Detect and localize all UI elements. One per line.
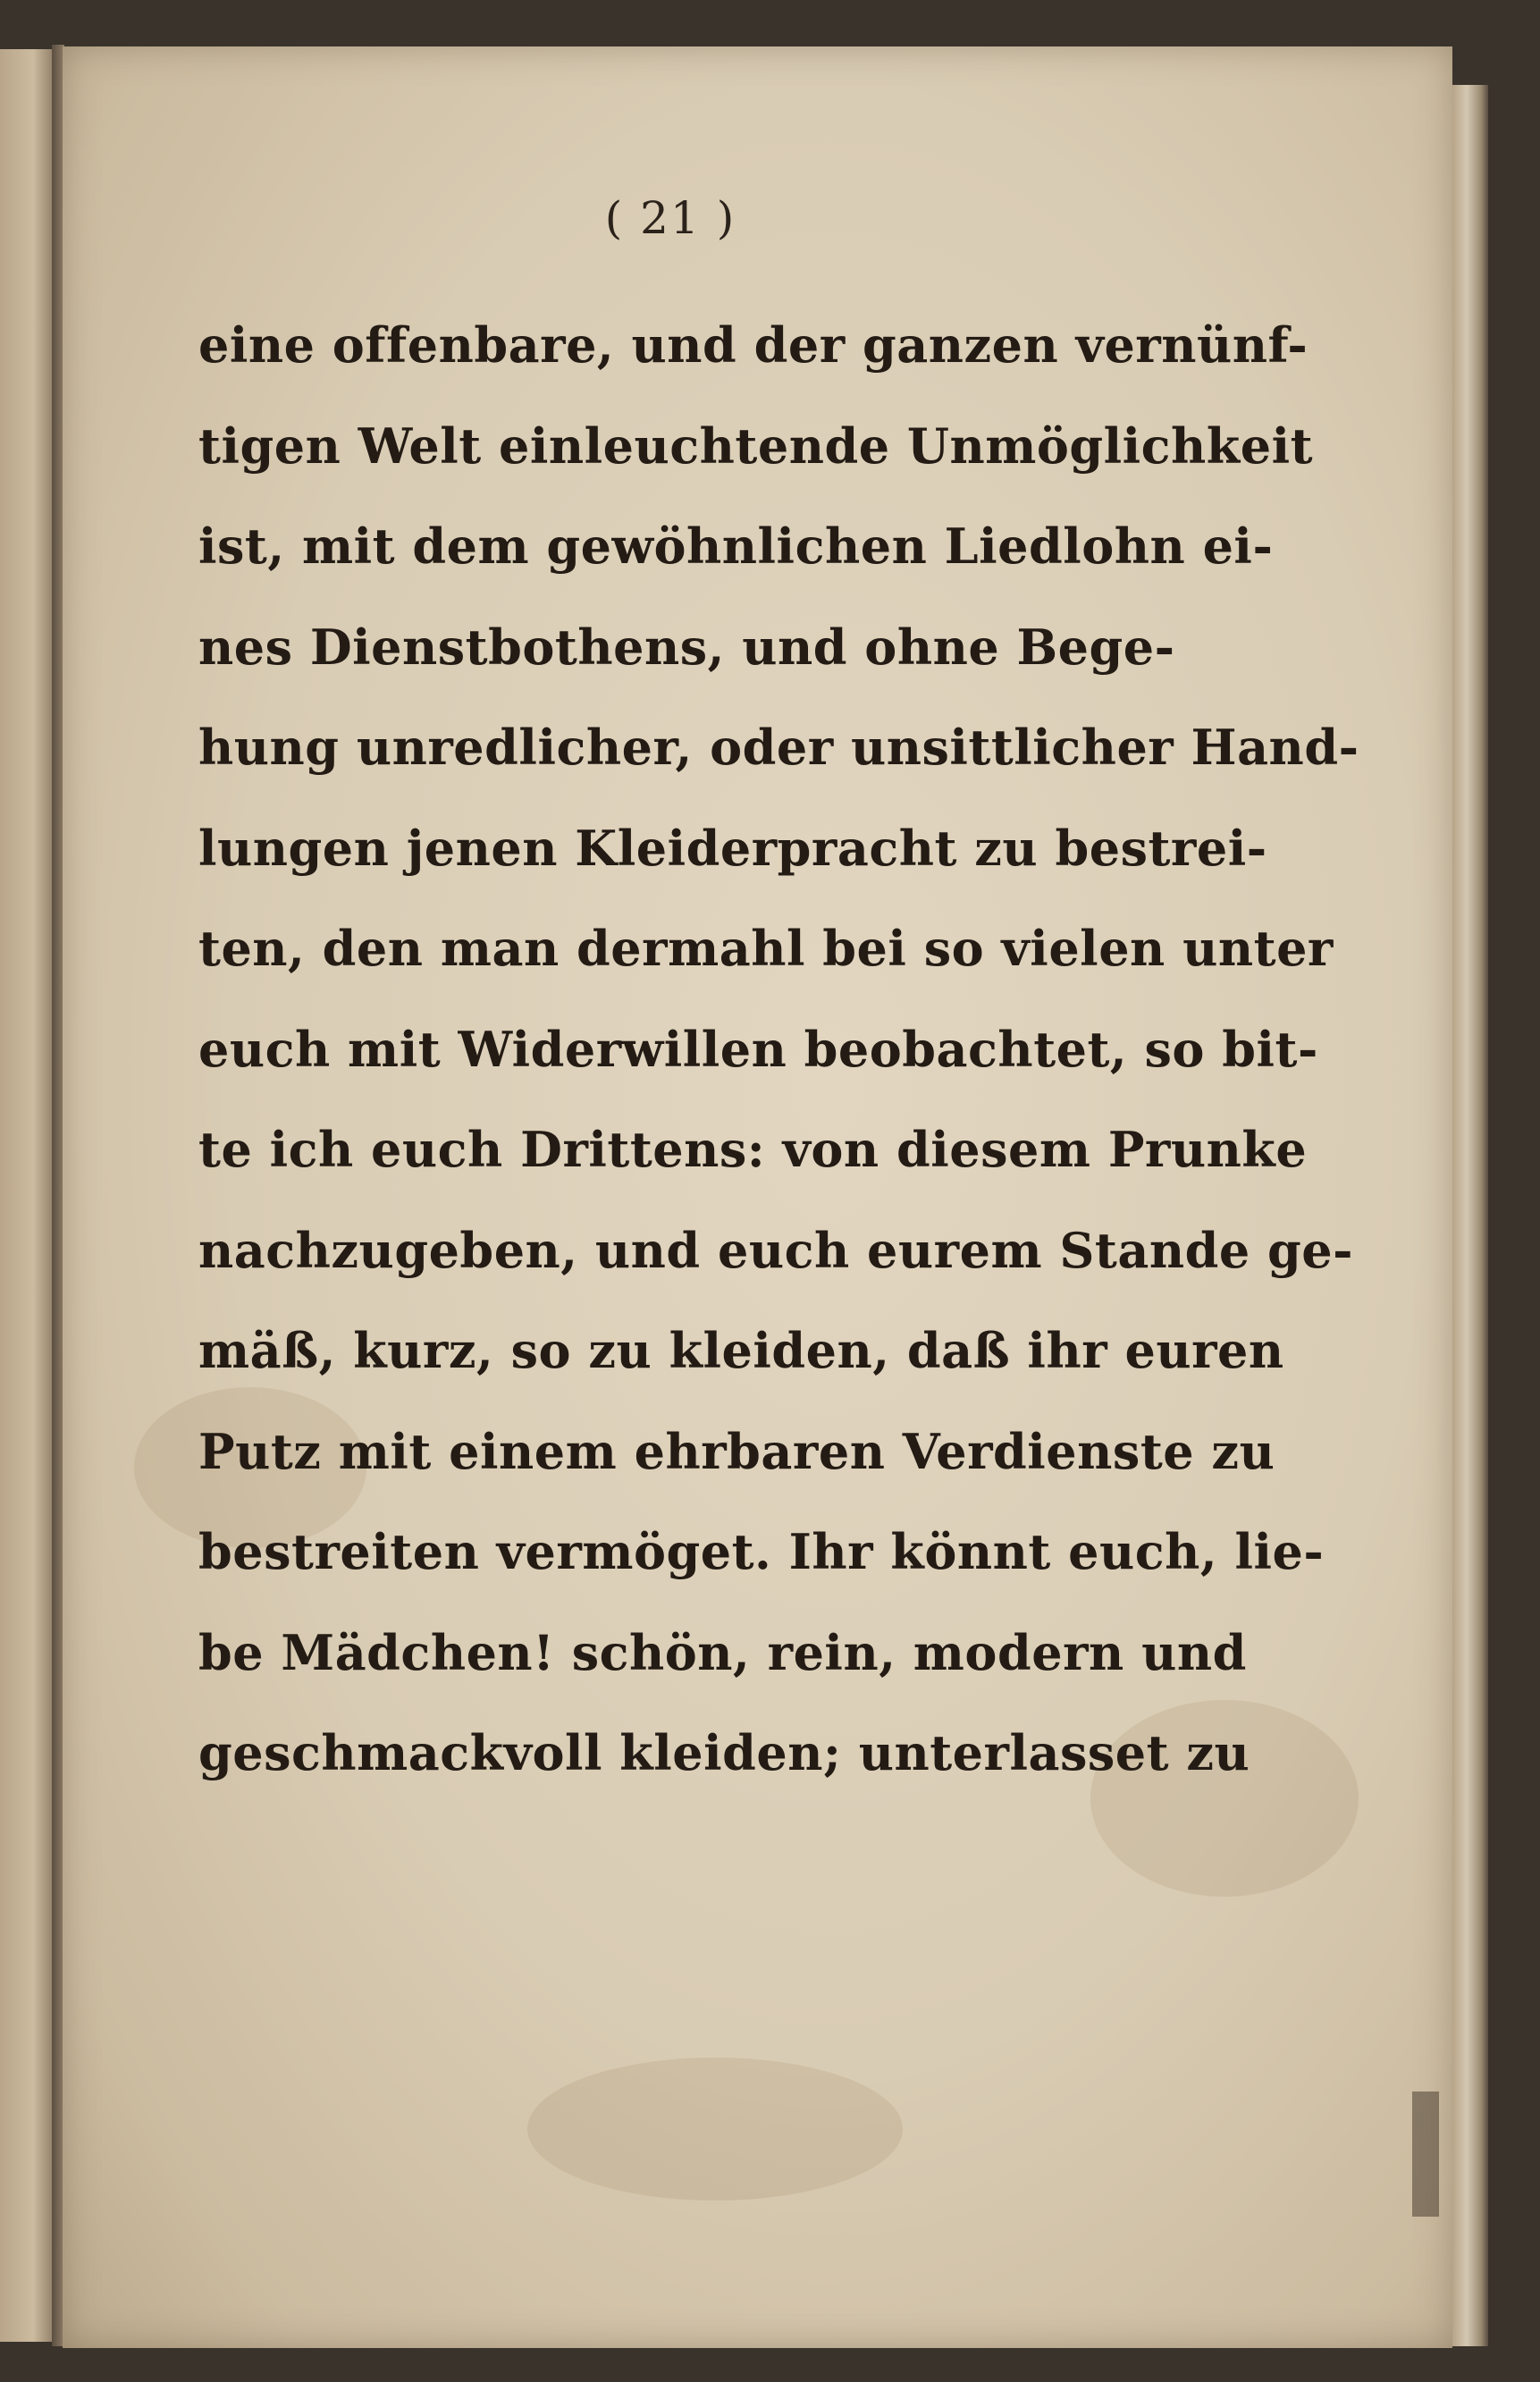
text-line: te ich euch Drittens: von diesem Prunke [198, 1121, 1308, 1178]
page-corner-shadow [1412, 2092, 1439, 2217]
text-line: hung unredlicher, oder unsittlicher Hand- [198, 719, 1359, 776]
text-line: mäß, kurz, so zu kleiden, daß ihr euren [198, 1322, 1284, 1379]
text-line: euch mit Widerwillen beobachtet, so bit- [198, 1020, 1318, 1078]
text-line: eine offenbare, und der ganzen vernünf- [198, 316, 1309, 374]
text-line: bestreiten vermöget. Ihr könnt euch, lie- [198, 1523, 1325, 1580]
body-text [198, 295, 1359, 1804]
page-number: ( 21 ) [604, 192, 736, 244]
text-line: nes Dienstbothens, und ohne Bege- [198, 618, 1175, 676]
text-line: be Mädchen! schön, rein, modern und [198, 1623, 1247, 1681]
text-line: geschmackvoll kleiden; unterlasset zu [198, 1724, 1250, 1781]
text-line: ist, mit dem gewöhnlichen Liedlohn ei- [198, 518, 1274, 575]
facing-page-edge [0, 49, 55, 2342]
text-line: tigen Welt einleuchtende Unmöglichkeit [198, 417, 1314, 475]
text-line: nachzugeben, und euch eurem Stande ge- [198, 1221, 1354, 1279]
text-line: ten, den man dermahl bei so vielen unter [198, 920, 1334, 977]
text-line: lungen jenen Kleiderpracht zu bestrei- [198, 819, 1267, 877]
paper-stain [527, 2058, 903, 2201]
page-fore-edge [1452, 85, 1488, 2346]
text-line: Putz mit einem ehrbaren Verdienste zu [198, 1422, 1275, 1480]
